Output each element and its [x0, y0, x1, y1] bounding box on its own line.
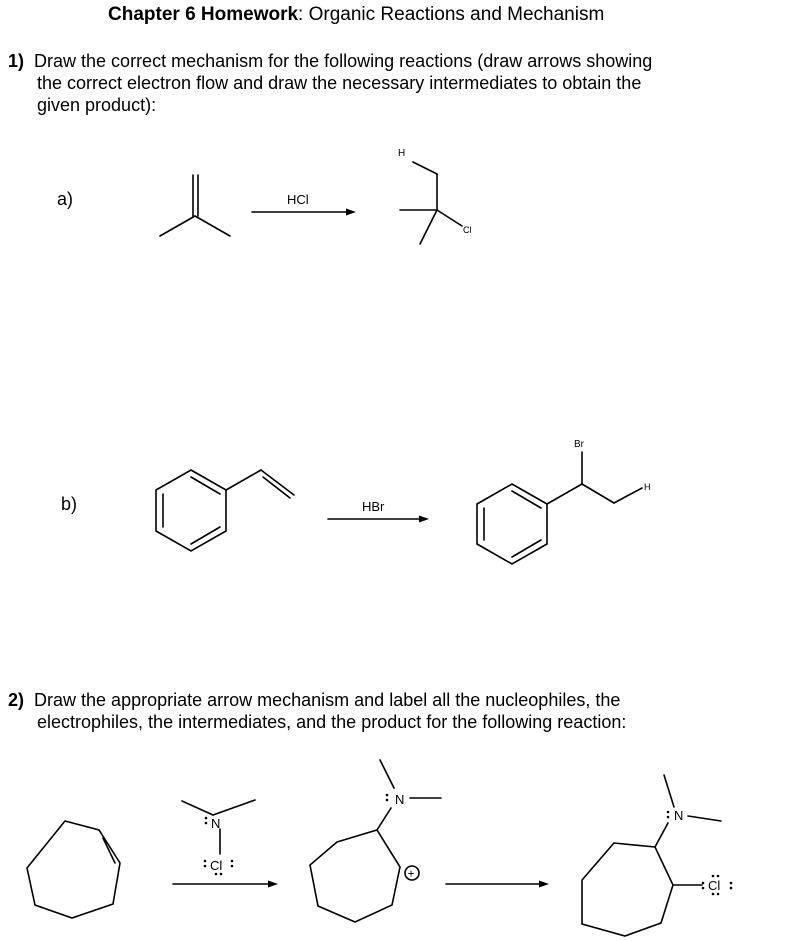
page-title-bold: Chapter 6 Homework [108, 4, 299, 25]
reaction-arrow-b [328, 516, 429, 523]
question-2-text-1: Draw the appropriate arrow mechanism and label all the nucleophiles, the [34, 690, 621, 710]
chloroalkane-product-a [400, 162, 462, 244]
question-2-line-2: electrophiles, the intermediates, and the product for the following reaction: [37, 712, 627, 732]
reagent-cl-atom: Cl [210, 858, 223, 873]
part-b-label: b) [61, 494, 78, 514]
question-2-number: 2) [8, 690, 25, 710]
intermediate-n-atom: N [395, 792, 405, 807]
question-1-line-3: given product): [37, 95, 157, 115]
reagent-n-atom: N [211, 816, 221, 831]
intermediate-plus-charge: + [407, 866, 415, 881]
product-b-h-atom: H [644, 482, 651, 492]
product-b-br-atom: Br [574, 439, 584, 450]
product-a-cl-atom: Cl [463, 225, 472, 235]
lone-pair-dots-intermediate [386, 794, 389, 802]
chloroamine-product [582, 775, 721, 936]
page-title-rest: : Organic Reactions and Mechanism [298, 4, 605, 25]
styrene-reactant [156, 470, 294, 551]
bromoalkane-product-b [477, 452, 642, 564]
part-a-label: a) [57, 189, 74, 209]
question-1-number: 1) [8, 51, 25, 71]
reaction-arrow-a [252, 209, 356, 216]
carbocation-intermediate [310, 760, 441, 922]
reaction-arrow-2b [446, 881, 549, 888]
reagent-hcl: HCl [287, 192, 309, 207]
product-a-h-atom: H [398, 148, 406, 159]
product-cl-atom: Cl [708, 878, 721, 893]
lone-pair-dots-product [667, 811, 733, 896]
question-1-line-2: the correct electron flow and draw the necessary intermediates to obtain the [37, 73, 642, 93]
question-1-text-1: Draw the correct mechanism for the following reactions (draw arrows showing [34, 51, 653, 71]
reagent-hbr: HBr [362, 499, 385, 514]
product-n-atom: N [674, 808, 684, 823]
reaction-arrow-2a [173, 881, 278, 888]
alkene-reactant-a [160, 175, 230, 236]
cycloheptene-reactant [27, 821, 120, 918]
